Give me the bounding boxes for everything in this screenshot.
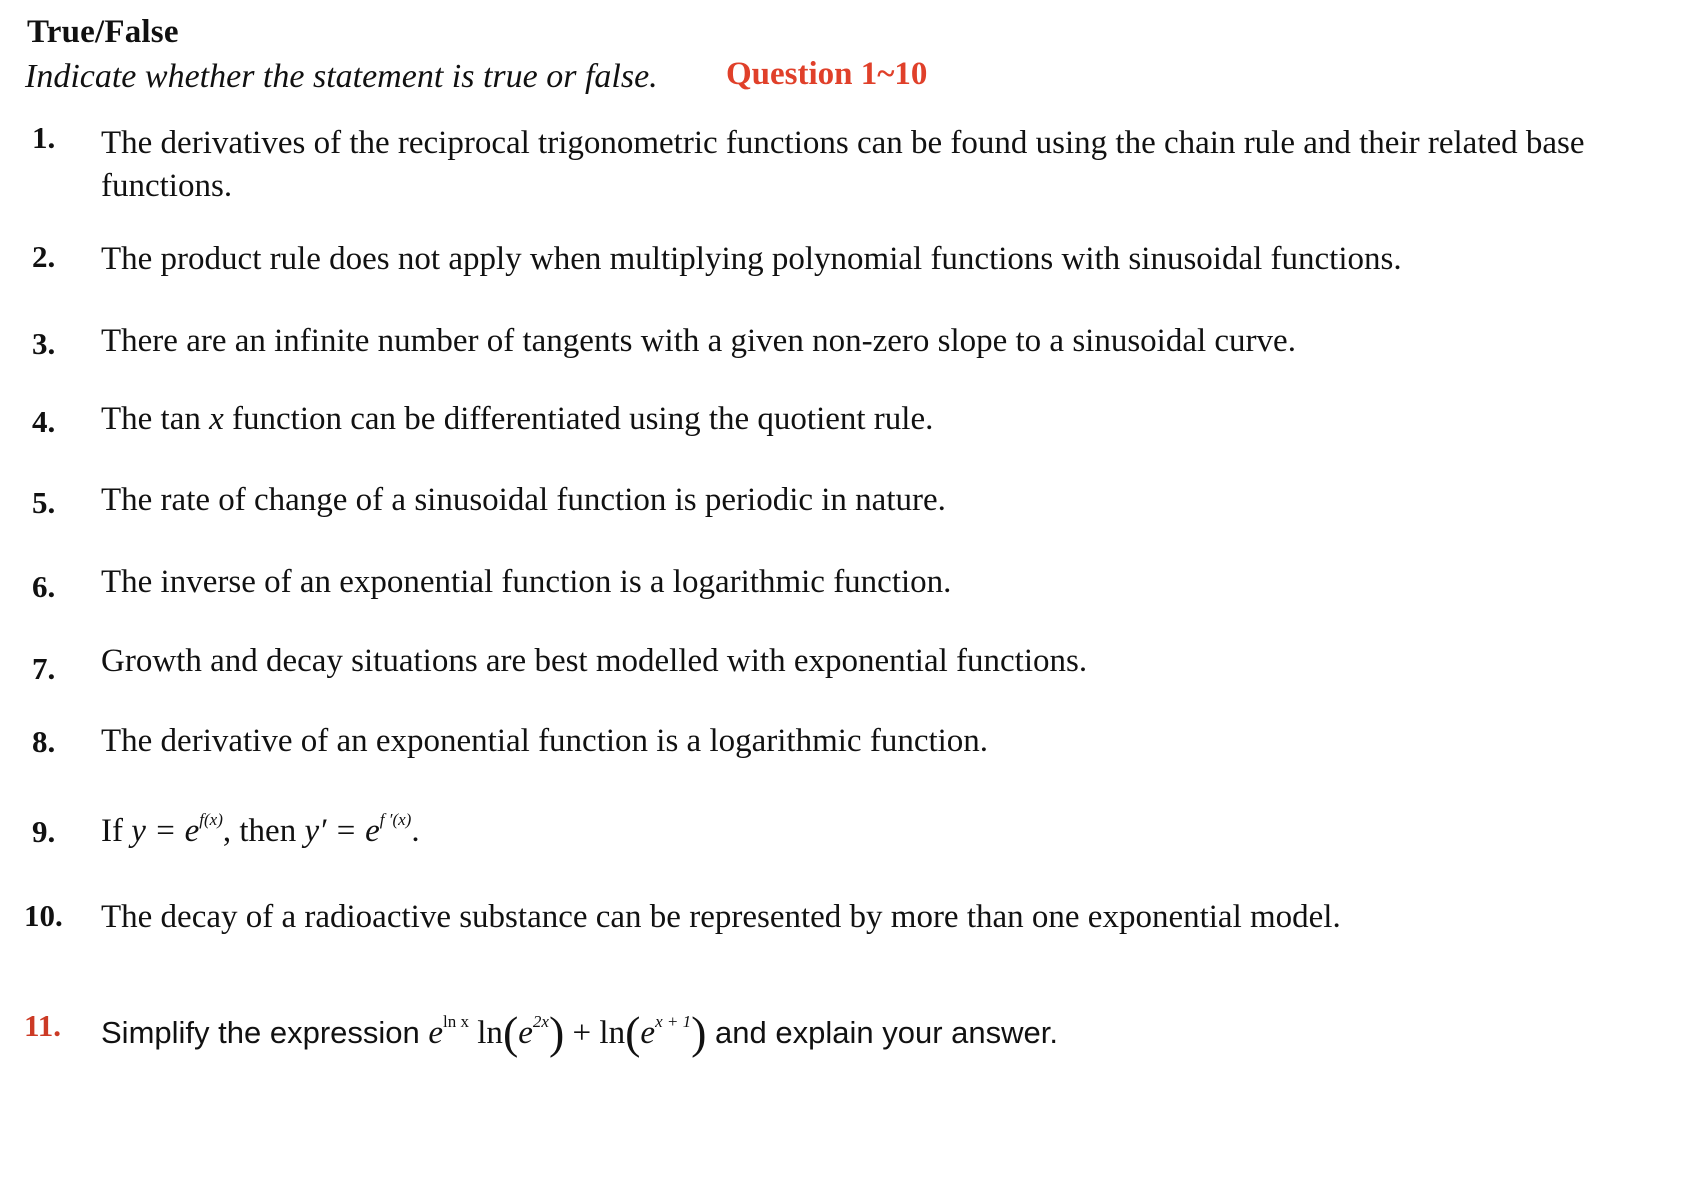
question-number: 6.	[32, 569, 56, 604]
question-number: 11.	[24, 1008, 62, 1043]
question-number: 9.	[32, 814, 56, 849]
question-text: The tan x function can be differentiated using the quotient rule.	[101, 401, 934, 437]
question-text: The product rule does not apply when multiplying polynomial functions with sinusoidal functions.	[101, 241, 1402, 277]
section-title: True/False	[27, 14, 179, 50]
question-range-tag: Question 1~10	[726, 56, 928, 92]
question-number: 2.	[32, 239, 56, 274]
question-text: The rate of change of a sinusoidal function is periodic in nature.	[101, 482, 946, 518]
question-number: 4.	[32, 404, 56, 439]
question-number: 3.	[32, 326, 56, 361]
instructions: Indicate whether the statement is true or false.	[25, 58, 658, 95]
question-number: 10.	[24, 898, 63, 933]
question-text: The derivatives of the reciprocal trigonometric functions can be found using the chain rule and their related base functions.	[101, 125, 1585, 204]
question-text: Growth and decay situations are best modelled with exponential functions.	[101, 643, 1088, 679]
question-number: 1.	[32, 120, 56, 155]
question-text: There are an infinite number of tangents with a given non-zero slope to a sinusoidal curve.	[101, 323, 1296, 359]
question-number: 7.	[32, 651, 56, 686]
question-text: Simplify the expression $e^{ln x}$ $\ln(e^{2x}) + \ln(e^{x + 1})$ and explain your answer.	[101, 1007, 1058, 1058]
question-number: 8.	[32, 724, 56, 759]
question-text: The decay of a radioactive substance can be represented by more than one exponential model.	[101, 899, 1341, 935]
question-text: If $y = e^{f(x)}$, then $y' = e^{f '(x)}$.	[101, 810, 420, 849]
question-text: The derivative of an exponential function is a logarithmic function.	[101, 723, 989, 759]
question-text: The inverse of an exponential function is a logarithmic function.	[101, 564, 952, 600]
question-number: 5.	[32, 485, 56, 520]
